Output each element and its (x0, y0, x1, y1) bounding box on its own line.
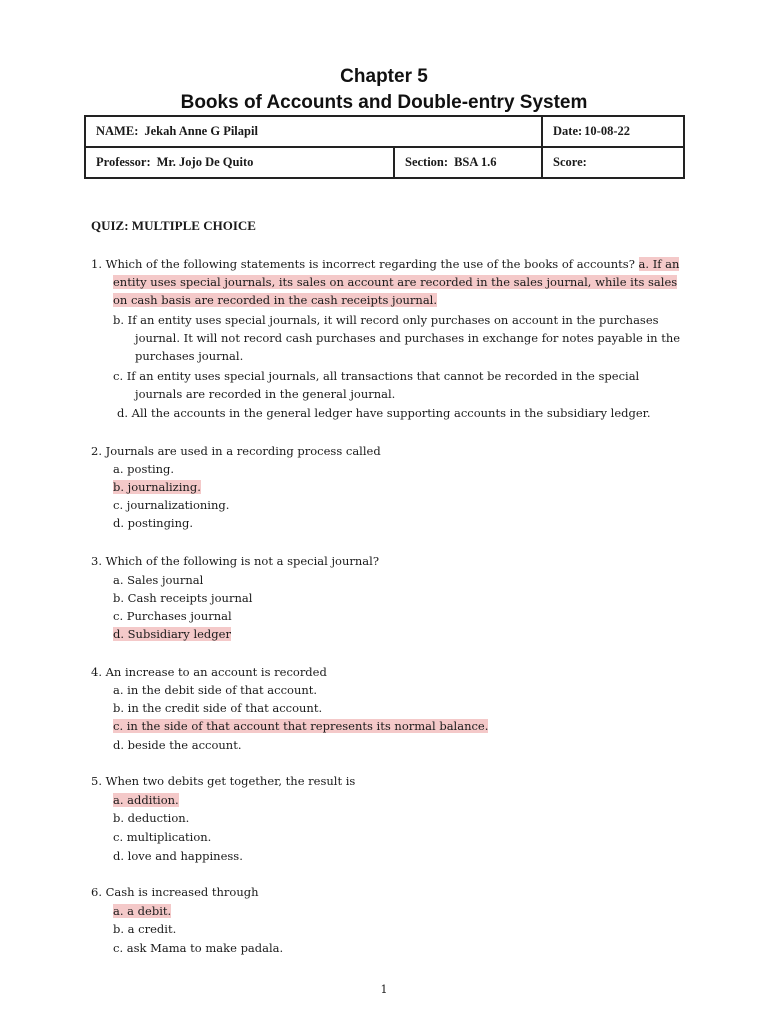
option-4a: a. in the debit side of that account. (113, 683, 318, 697)
answer-6a: a. a debit. (113, 904, 172, 918)
answer-2b: b. journalizing. (113, 480, 201, 494)
name-value: Jekah Anne G Pilapil (144, 124, 258, 138)
question-1 (91, 255, 679, 273)
option-6b: b. a credit. (113, 922, 177, 936)
option-2d: d. postinging. (113, 516, 194, 530)
score-cell (542, 147, 684, 178)
option-5b: b. deduction. (113, 811, 190, 825)
question-3-stem: 3. Which of the following is not a special journal? (91, 554, 379, 568)
option-1b-line-2: journal. It will not record cash purchases and purchases in exchange for notes payable in the (135, 331, 681, 345)
option-3b: b. Cash receipts journal (113, 591, 253, 605)
answer-1a-line-3: on cash basis are recorded in the cash receipts journal. (113, 293, 438, 307)
option-6c: c. ask Mama to make padala. (113, 941, 284, 955)
option-3a: a. Sales journal (113, 573, 204, 587)
page-number: 1 (380, 983, 388, 996)
question-4-stem: 4. An increase to an account is recorded (91, 665, 327, 679)
answer-3d: d. Subsidiary ledger (113, 627, 231, 641)
question-5-stem: 5. When two debits get together, the result is (91, 774, 356, 788)
option-2a: a. posting. (113, 462, 175, 476)
score-label: Score: (553, 155, 587, 169)
name-label: NAME: (96, 124, 139, 138)
option-4d: d. beside the account. (113, 738, 242, 752)
option-3c: c. Purchases journal (113, 609, 232, 623)
professor-label: Professor: (96, 155, 151, 169)
option-5d: d. love and happiness. (113, 849, 243, 863)
chapter-heading: Chapter 5 (340, 66, 428, 87)
option-1c-line-1: c. If an entity uses special journals, all transactions that cannot be recorded in the special (113, 369, 640, 383)
option-5c: c. multiplication. (113, 830, 212, 844)
date-label: Date: (553, 124, 583, 138)
name-cell (85, 116, 542, 147)
date-value: 10-08-22 (584, 124, 630, 138)
section-cell (394, 147, 542, 178)
student-info-table (84, 115, 685, 179)
section-label: Section: (405, 155, 449, 169)
option-1b-line-3: purchases journal. (135, 349, 244, 363)
quiz-heading: QUIZ: MULTIPLE CHOICE (91, 218, 256, 233)
date-cell (542, 116, 684, 147)
answer-1a-line-2: entity uses special journals, its sales on account are recorded in the sales journal, while its sales (113, 275, 678, 289)
question-1-stem: 1. Which of the following statements is incorrect regarding the use of the books of accounts? (91, 257, 635, 271)
option-4b: b. in the credit side of that account. (113, 701, 323, 715)
section-value: BSA 1.6 (454, 155, 497, 169)
question-2-stem: 2. Journals are used in a recording process called (91, 444, 381, 458)
option-1d: d. All the accounts in the general ledger have supporting accounts in the subsidiary ledger. (117, 406, 651, 420)
professor-cell (85, 147, 394, 178)
question-6-stem: 6. Cash is increased through (91, 885, 259, 899)
document-title: Books of Accounts and Double-entry System (180, 92, 588, 113)
option-1b-line-1: b. If an entity uses special journals, it will record only purchases on account in the purchases (113, 313, 659, 327)
answer-5a: a. addition. (113, 793, 179, 807)
answer-4c: c. in the side of that account that represents its normal balance. (113, 719, 489, 733)
option-1c-line-2: journals are recorded in the general journal. (135, 387, 396, 401)
option-2c: c. journalizationing. (113, 498, 230, 512)
answer-1a-line-1: a. If an (638, 257, 680, 271)
professor-value: Mr. Jojo De Quito (156, 155, 254, 169)
